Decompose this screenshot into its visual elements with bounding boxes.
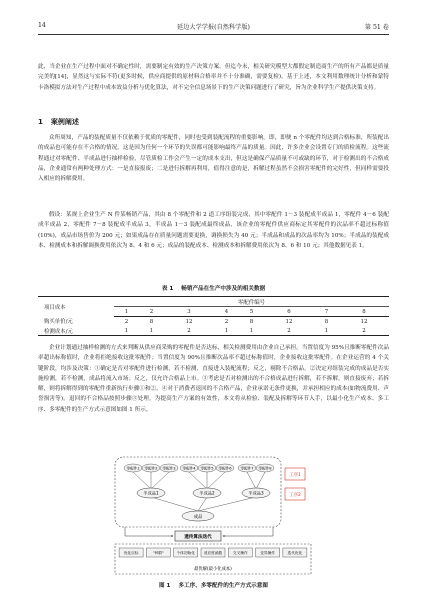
table-cell: 2 <box>224 318 229 325</box>
table-header-row <box>38 297 389 307</box>
production-diagram <box>113 456 313 576</box>
connector-line <box>151 497 198 511</box>
table-title: 畅销产品在生产中涉及的相关数据 <box>181 286 266 292</box>
part-id-cell: 4 <box>214 307 239 317</box>
algorithm-step-label: "种群" <box>153 550 164 555</box>
table-cell: 2 <box>124 318 129 325</box>
part-id-cell: 1 <box>114 307 139 317</box>
connector-line <box>207 472 225 489</box>
part-id-cell: 2 <box>139 307 164 317</box>
algorithm-step-label: 个体初始化 <box>176 550 195 555</box>
row-header-label: 项目成本 <box>38 297 114 317</box>
page-number: 14 <box>38 22 46 29</box>
part-label: 零配件7 <box>240 466 254 471</box>
table-cell: 8 <box>324 318 329 325</box>
feedback-line-right <box>223 527 273 536</box>
table-cell: 2 <box>264 326 314 336</box>
algorithm-result: 最优解(最小化成本) <box>194 567 232 572</box>
part-id-cell: 5 <box>239 307 264 317</box>
semi-label: 半成品3 <box>248 490 264 496</box>
table-cell: 12 <box>285 318 293 325</box>
body-paragraph-4: 企业计划通过抽样检测的方式来判断从供应商采购的零配件是否达标，相关检测费用由企业自己承担。当置信度为 95%且推断零配件次品率超出标称值时，企业将拒绝接收这批零配件；当置信度为 90%且推断次品率不超过标称值时，企业接收这批零配件。在企业运营的 4 个关键阶段，均涉及决策：①确定是否对零配件进行检测，若不检测，直接进入装配流程；反之，剔除不合格品。②决定对组装完成的成品是否实施检测，若不检测，成品将流入市场；反之，仅允许合格品上市。③考虑是否对检测出的不合格成品进行拆解，若不拆解，则直接废弃；若拆解，则将拆解得到的零配件重新执行步骤①和②。④对于消费者退回的不合格产品，企业承诺无条件更换，并承担相应的成本(如物流费用、声誉损害等)。退回的不合格品按照步骤③处理。为提高生产方案的有效性，本文将从检验、装配及拆解等环节入手，以最小化生产成本、多工序、多零配件的生产方式示意图如图 1 所示。 <box>38 345 389 413</box>
algorithm-step-label: 优化目标 <box>123 550 139 555</box>
section-heading <box>38 117 79 127</box>
table-row <box>38 326 389 336</box>
row-label: 购买单价/元 <box>44 319 73 326</box>
table-cell: 12 <box>185 318 193 325</box>
table-cell: 12 <box>360 318 368 325</box>
table-cell: 1 <box>214 326 239 336</box>
part-id-cell: 8 <box>339 307 389 317</box>
figure-title: 多工序、多零配件的生产方式示意图 <box>178 583 268 589</box>
semi-label: 半成品2 <box>199 490 215 496</box>
part-label: 零配件6 <box>218 466 232 471</box>
part-label: 零配件5 <box>200 466 214 471</box>
table-cell: 8 <box>149 318 154 325</box>
header-rule <box>38 34 389 35</box>
process1-label: 工序1 <box>289 473 301 478</box>
body-paragraph-3: 假设：某规上企业生产 N 件某畅销产品，其由 8 个零配件和 2 道工序组装完成，其中零配件 1－3 装配成半成品 1，零配件 4－6 装配成半成品 2，零配件 7－8 装配成半成品 3，半成品 1－3 装配成最终成品，该企业的零配件供应商标定其零配件的次品率不超过标称值(10%)，成品市场售价为 200 元；如果成品存在质量问题需要更换，调换损失为 40 元；半成品和成品的次品率均为 10%；半成品的装配成本、检测成本和拆解调换费用依次为 8、4 和 6 元；成品的装配成本、检测成本和拆解费用依次为 8、6 和 10 元；其他数据见表 1。 <box>38 212 389 249</box>
table-caption <box>0 284 427 292</box>
feedback-line-left <box>125 527 173 536</box>
algorithm-step-label: 交叉操作 <box>232 550 248 555</box>
connector-line <box>198 497 256 511</box>
table-cell: 1 <box>114 326 139 336</box>
parts-layer <box>124 464 274 489</box>
table-cell: 2 <box>164 326 214 336</box>
row-label: 检测成本/元 <box>38 326 114 336</box>
table-cell: 8 <box>249 318 254 325</box>
section-number: 1 <box>38 118 43 126</box>
connector-line <box>151 472 169 489</box>
part-label: 零配件1 <box>126 466 140 471</box>
algorithm-title: 遗传算法迭代 <box>184 535 212 540</box>
algorithm-step-label: 迭代优化 <box>287 550 303 555</box>
semi-label: 半成品1 <box>143 490 159 496</box>
table-number: 表 1 <box>161 286 174 292</box>
algorithm-steps <box>119 548 307 557</box>
table-cell: 1 <box>314 326 339 336</box>
figure-number: 图 1 <box>159 583 171 589</box>
final-product-label: 成品 <box>193 515 203 520</box>
data-table <box>38 296 389 336</box>
running-header <box>38 22 389 34</box>
section-title: 案例阐述 <box>50 118 79 126</box>
table-cell: 2 <box>339 326 389 336</box>
group-header: 零配件编号 <box>114 297 389 307</box>
intro-paragraph: 此，当企业在生产过程中面对不确定性时，需要制定有效的生产决策方案。但迄今未，相关研究模型大都假定制造商生产的所有产品都是质量完美的[14]，显然这与实际不符(更多时候，供应商提供的原材料合格率并不十分准确，需要复检)。基于上述，本文利用数理统计分析和蒙特卡洛模拟方法对生产过程中成本效益分析与优化算法，对不完全信息场景下的生产决策问题进行了研究，旨为企业科学生产提供决策支持。 <box>38 64 389 91</box>
part-id-cell: 3 <box>164 307 214 317</box>
figure-caption <box>0 581 427 589</box>
connector-line <box>189 472 207 489</box>
part-label: 零配件8 <box>258 466 272 471</box>
connector-line <box>198 497 207 511</box>
part-id-cell: 6 <box>264 307 314 317</box>
connector-line <box>256 472 265 489</box>
part-label: 零配件2 <box>144 466 158 471</box>
body-paragraph-2: 众所周知，产品的装配质量不仅依赖于优质的零配件，同时也受到装配流程的重要影响。即，即便 n 个零配件均达到合格标准，所装配出的成品也可能存在不合格的情况。这是因为任何一个环节的失误都可能影响最终产品的质量。因此，许多企业会设置专门的质检流程。这些流程通过对零配件、半成品进行抽样检验，尽管质检工作会产生一定的成本支出，但这是确保产品质量不可或缺的环节，对于检测出的不合格成品，企业通常有两种处理方式：一是直接报废；二是进行拆解再利用，值得注意的是，拆解过程虽然不会损害零配件的完好性，但同样需要投入相应的拆解费用。 <box>38 135 389 183</box>
algorithm-step-label: 适应度函数 <box>203 550 223 555</box>
part-id-cell: 7 <box>314 307 339 317</box>
journal-title: 延边大学学报(自然科学版) <box>177 24 250 31</box>
volume-number: 第 51 卷 <box>364 24 389 31</box>
table-cell: 1 <box>239 326 264 336</box>
part-label: 零配件4 <box>182 466 196 471</box>
process2-label: 工序2 <box>289 493 301 498</box>
part-label: 零配件3 <box>162 466 176 471</box>
semis-layer <box>137 488 270 511</box>
algorithm-step-label: 变异操作 <box>260 550 275 555</box>
connector-line <box>133 472 151 489</box>
table-row <box>38 317 389 327</box>
connector-line <box>247 472 256 489</box>
table-cell: 1 <box>139 326 164 336</box>
